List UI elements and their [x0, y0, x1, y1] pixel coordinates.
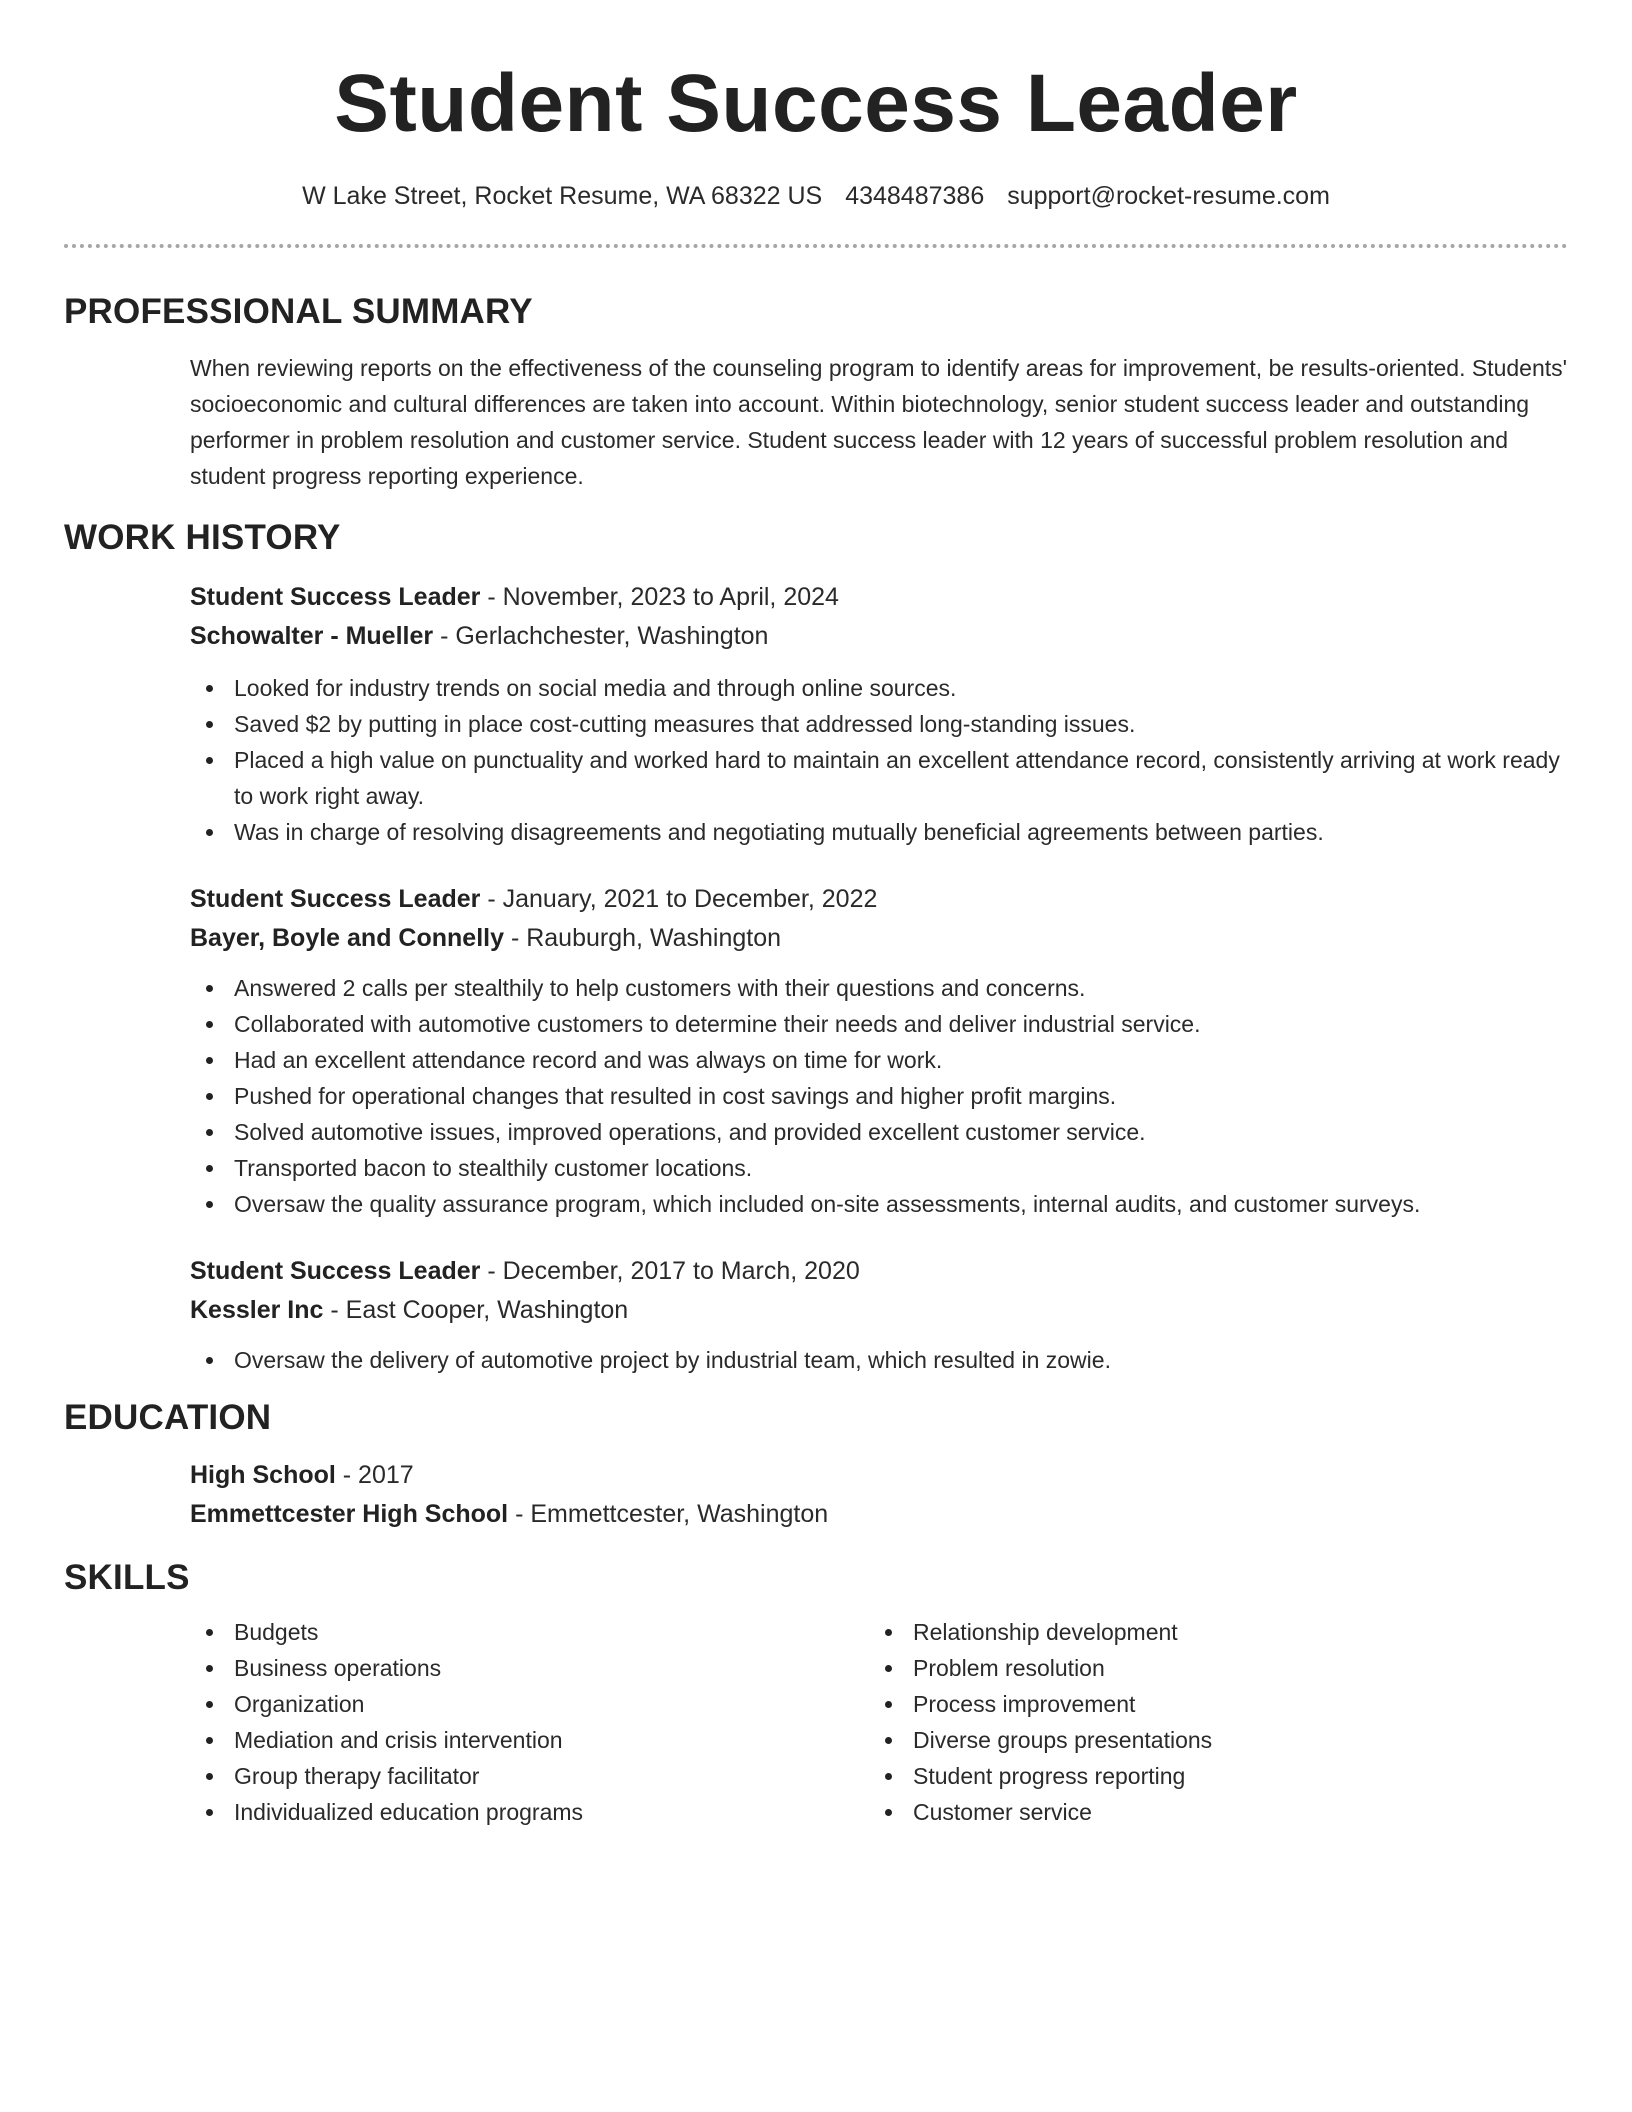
education-school-line	[190, 1495, 1568, 1534]
job-dates: - January, 2021 to December, 2022	[480, 885, 878, 913]
job-bullet: Was in charge of resolving disagreements and negotiating mutually beneficial agreements between parties.	[190, 814, 1568, 850]
skill-item: Budgets	[190, 1614, 869, 1650]
education-year: - 2017	[335, 1461, 414, 1489]
education-location: - Emmettcester, Washington	[508, 1500, 829, 1528]
job-bullets	[190, 670, 1568, 850]
job-dates: - December, 2017 to March, 2020	[480, 1257, 860, 1285]
job-bullet: Collaborated with automotive customers to determine their needs and deliver industrial service.	[190, 1006, 1568, 1042]
job-bullets	[190, 970, 1568, 1222]
contact-email: support@rocket-resume.com	[1007, 182, 1330, 210]
job-role: Student Success Leader	[190, 1257, 481, 1285]
job-title-line	[190, 578, 1568, 617]
summary-heading: PROFESSIONAL SUMMARY	[64, 292, 533, 331]
job-bullet: Pushed for operational changes that resulted in cost savings and higher profit margins.	[190, 1078, 1568, 1114]
contact-line	[64, 180, 1568, 212]
job-role: Student Success Leader	[190, 885, 481, 913]
skill-item: Organization	[190, 1686, 869, 1722]
job-bullet: Placed a high value on punctuality and worked hard to maintain an excellent attendance record, consistently arriving at work ready to work right away.	[190, 742, 1568, 814]
job-bullet: Had an excellent attendance record and was always on time for work.	[190, 1042, 1568, 1078]
resume-header	[64, 0, 1568, 212]
header-divider	[64, 244, 1568, 248]
job-bullets	[190, 1342, 1568, 1378]
job-company-line	[190, 617, 1568, 656]
skill-item: Diverse groups presentations	[869, 1722, 1548, 1758]
skill-item: Problem resolution	[869, 1650, 1548, 1686]
education-entry	[190, 1456, 1568, 1534]
job-bullet: Looked for industry trends on social media and through online sources.	[190, 670, 1568, 706]
job-company: Schowalter - Mueller	[190, 622, 434, 650]
job-bullet: Transported bacon to stealthily customer locations.	[190, 1150, 1568, 1186]
job-company: Bayer, Boyle and Connelly	[190, 924, 504, 952]
education-degree-line	[190, 1456, 1568, 1495]
skill-item: Process improvement	[869, 1686, 1548, 1722]
contact-phone: 4348487386	[845, 182, 985, 210]
skill-item: Business operations	[190, 1650, 869, 1686]
work-history-heading: WORK HISTORY	[64, 518, 341, 557]
job-entry	[190, 1252, 1568, 1378]
job-bullet: Oversaw the delivery of automotive project by industrial team, which resulted in zowie.	[190, 1342, 1568, 1378]
skills-column-right	[869, 1614, 1548, 1830]
job-location: - Rauburgh, Washington	[504, 924, 782, 952]
job-entry	[190, 880, 1568, 1222]
skill-item: Relationship development	[869, 1614, 1548, 1650]
job-title-line	[190, 1252, 1568, 1291]
skills-column-left	[190, 1614, 869, 1830]
skill-item: Individualized education programs	[190, 1794, 869, 1830]
job-role: Student Success Leader	[190, 583, 481, 611]
skills-grid	[190, 1614, 1568, 1830]
skills-list-left	[190, 1614, 869, 1830]
skill-item: Customer service	[869, 1794, 1548, 1830]
summary-section	[190, 350, 1568, 494]
job-title-line	[190, 880, 1568, 919]
candidate-name: Student Success Leader	[334, 58, 1298, 149]
skill-item: Student progress reporting	[869, 1758, 1548, 1794]
education-heading: EDUCATION	[64, 1398, 272, 1437]
job-entry	[190, 578, 1568, 850]
skill-item: Mediation and crisis intervention	[190, 1722, 869, 1758]
resume-page	[64, 0, 1568, 1830]
job-bullet: Solved automotive issues, improved operations, and provided excellent customer service.	[190, 1114, 1568, 1150]
contact-address: W Lake Street, Rocket Resume, WA 68322 US	[302, 182, 823, 210]
skill-item: Group therapy facilitator	[190, 1758, 869, 1794]
job-bullet: Saved $2 by putting in place cost-cutting measures that addressed long-standing issues.	[190, 706, 1568, 742]
job-company-line	[190, 919, 1568, 958]
job-bullet: Answered 2 calls per stealthily to help customers with their questions and concerns.	[190, 970, 1568, 1006]
skills-list-right	[869, 1614, 1548, 1830]
summary-text: When reviewing reports on the effectiveness of the counseling program to identify areas for improvement, be results-oriented. Students' socioeconomic and cultural differences are taken into account. Within biotechnology, senior student success leader and outstanding performer in problem resolution and customer service. Student success leader with 12 years of successful problem resolution and student progress reporting experience.	[190, 355, 1568, 489]
job-dates: - November, 2023 to April, 2024	[480, 583, 839, 611]
job-company-line	[190, 1291, 1568, 1330]
education-degree: High School	[190, 1461, 336, 1489]
education-school: Emmettcester High School	[190, 1500, 509, 1528]
job-location: - Gerlachchester, Washington	[433, 622, 769, 650]
job-location: - East Cooper, Washington	[323, 1296, 629, 1324]
job-company: Kessler Inc	[190, 1296, 324, 1324]
skills-heading: SKILLS	[64, 1558, 190, 1597]
job-bullet: Oversaw the quality assurance program, which included on-site assessments, internal audits, and customer surveys.	[190, 1186, 1568, 1222]
